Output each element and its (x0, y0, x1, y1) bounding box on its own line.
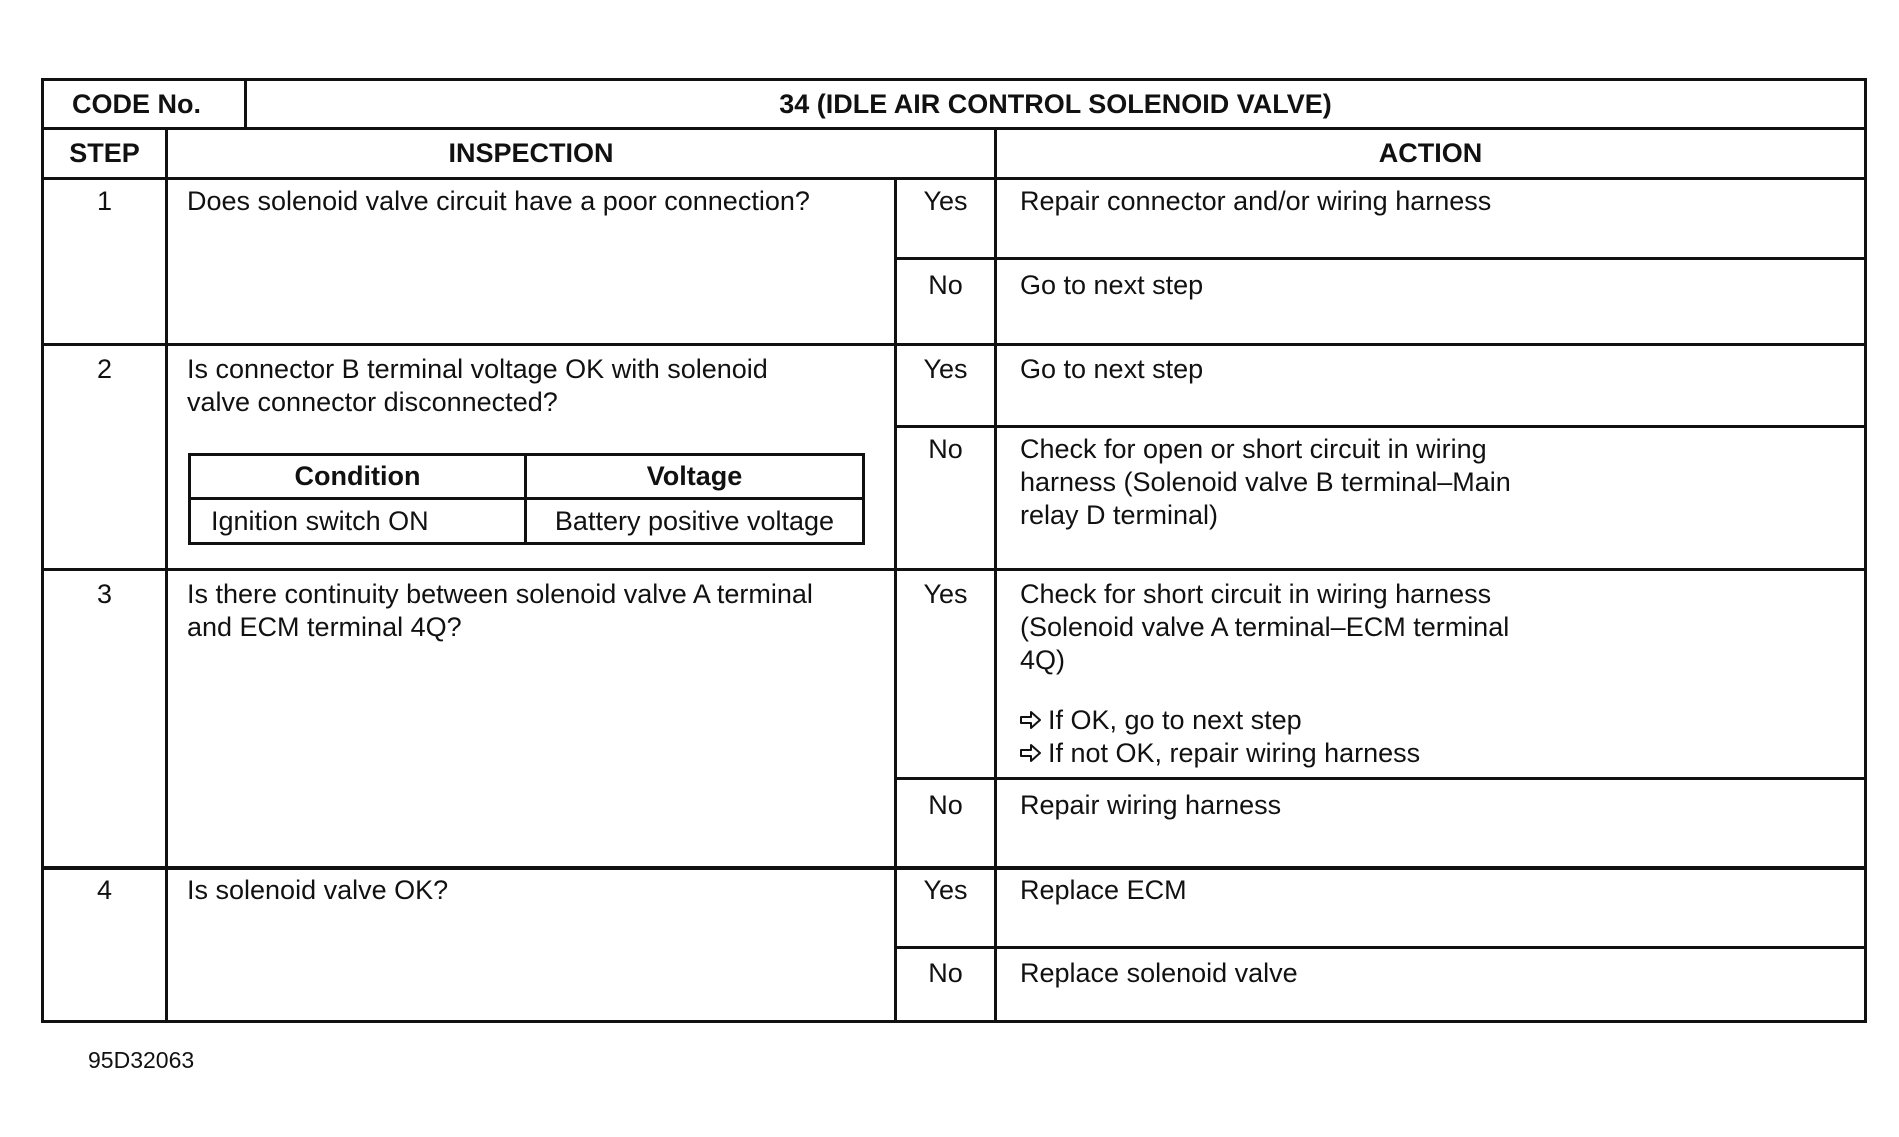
inspection-text: Is solenoid valve OK? (187, 875, 449, 905)
no-label: No (928, 958, 963, 988)
action-text: Check for short circuit in wiring harness (Solenoid valve A terminal–ECM terminal 4Q) (1020, 579, 1510, 675)
code-title: 34 (IDLE AIR CONTROL SOLENOID VALVE) (779, 89, 1332, 119)
step-number: 4 (96, 875, 113, 905)
condition-voltage-table (188, 453, 865, 545)
rule-step4-split (894, 946, 1864, 949)
action-bullet-text: If not OK, repair wiring harness (1048, 738, 1421, 768)
rule-step3-end (44, 866, 1864, 870)
voltage-header: Voltage (646, 461, 743, 491)
action-text: Go to next step (1020, 270, 1204, 300)
voltage-cell: Battery positive voltage (554, 506, 835, 536)
no-label: No (928, 434, 963, 464)
inspection-header: INSPECTION (448, 138, 614, 168)
rule-action-divider (994, 127, 997, 1020)
arrow-right-icon (1020, 737, 1044, 770)
rule-step-divider (165, 127, 168, 1020)
document-id: 95D32063 (88, 1047, 195, 1073)
diagnostic-table (41, 78, 1867, 1023)
step-header: STEP (69, 138, 140, 168)
yes-label: Yes (923, 875, 968, 905)
yes-label: Yes (923, 186, 968, 216)
action-text: Replace ECM (1020, 875, 1187, 905)
action-text: Repair connector and/or wiring harness (1020, 186, 1492, 216)
inspection-text: Does solenoid valve circuit have a poor connection? (187, 186, 810, 216)
action-text: Check for open or short circuit in wiring harness (Solenoid valve B terminal–Main relay D terminal) (1020, 434, 1511, 530)
action-bullet-text: If OK, go to next step (1048, 705, 1302, 735)
yes-label: Yes (923, 354, 968, 384)
action-text: Go to next step (1020, 354, 1204, 384)
yes-label: Yes (923, 579, 968, 609)
no-label: No (928, 790, 963, 820)
inspection-text: Is connector B terminal voltage OK with solenoid valve connector disconnected? (187, 354, 768, 417)
arrow-right-icon (1020, 704, 1044, 737)
rule-header-2 (44, 177, 1864, 180)
code-label: CODE No. (72, 89, 202, 119)
step-number: 1 (96, 186, 113, 216)
inspection-text: Is there continuity between solenoid valve A terminal and ECM terminal 4Q? (187, 579, 813, 642)
condition-cell: Ignition switch ON (211, 506, 429, 536)
rule-step3-split (894, 777, 1864, 780)
condition-header: Condition (294, 461, 421, 491)
rule-header-1 (44, 127, 1864, 130)
rule-step1-split (894, 257, 1864, 260)
step-number: 2 (96, 354, 113, 384)
action-header: ACTION (1378, 138, 1483, 168)
rule-step2-split (894, 425, 1864, 428)
no-label: No (928, 270, 963, 300)
rule-step2-end (44, 568, 1864, 571)
action-bullet (1020, 704, 1302, 737)
action-bullet (1020, 737, 1420, 770)
rule-step1-end (44, 343, 1864, 346)
action-text: Repair wiring harness (1020, 790, 1282, 820)
step-number: 3 (96, 579, 113, 609)
action-text: Replace solenoid valve (1020, 958, 1298, 988)
